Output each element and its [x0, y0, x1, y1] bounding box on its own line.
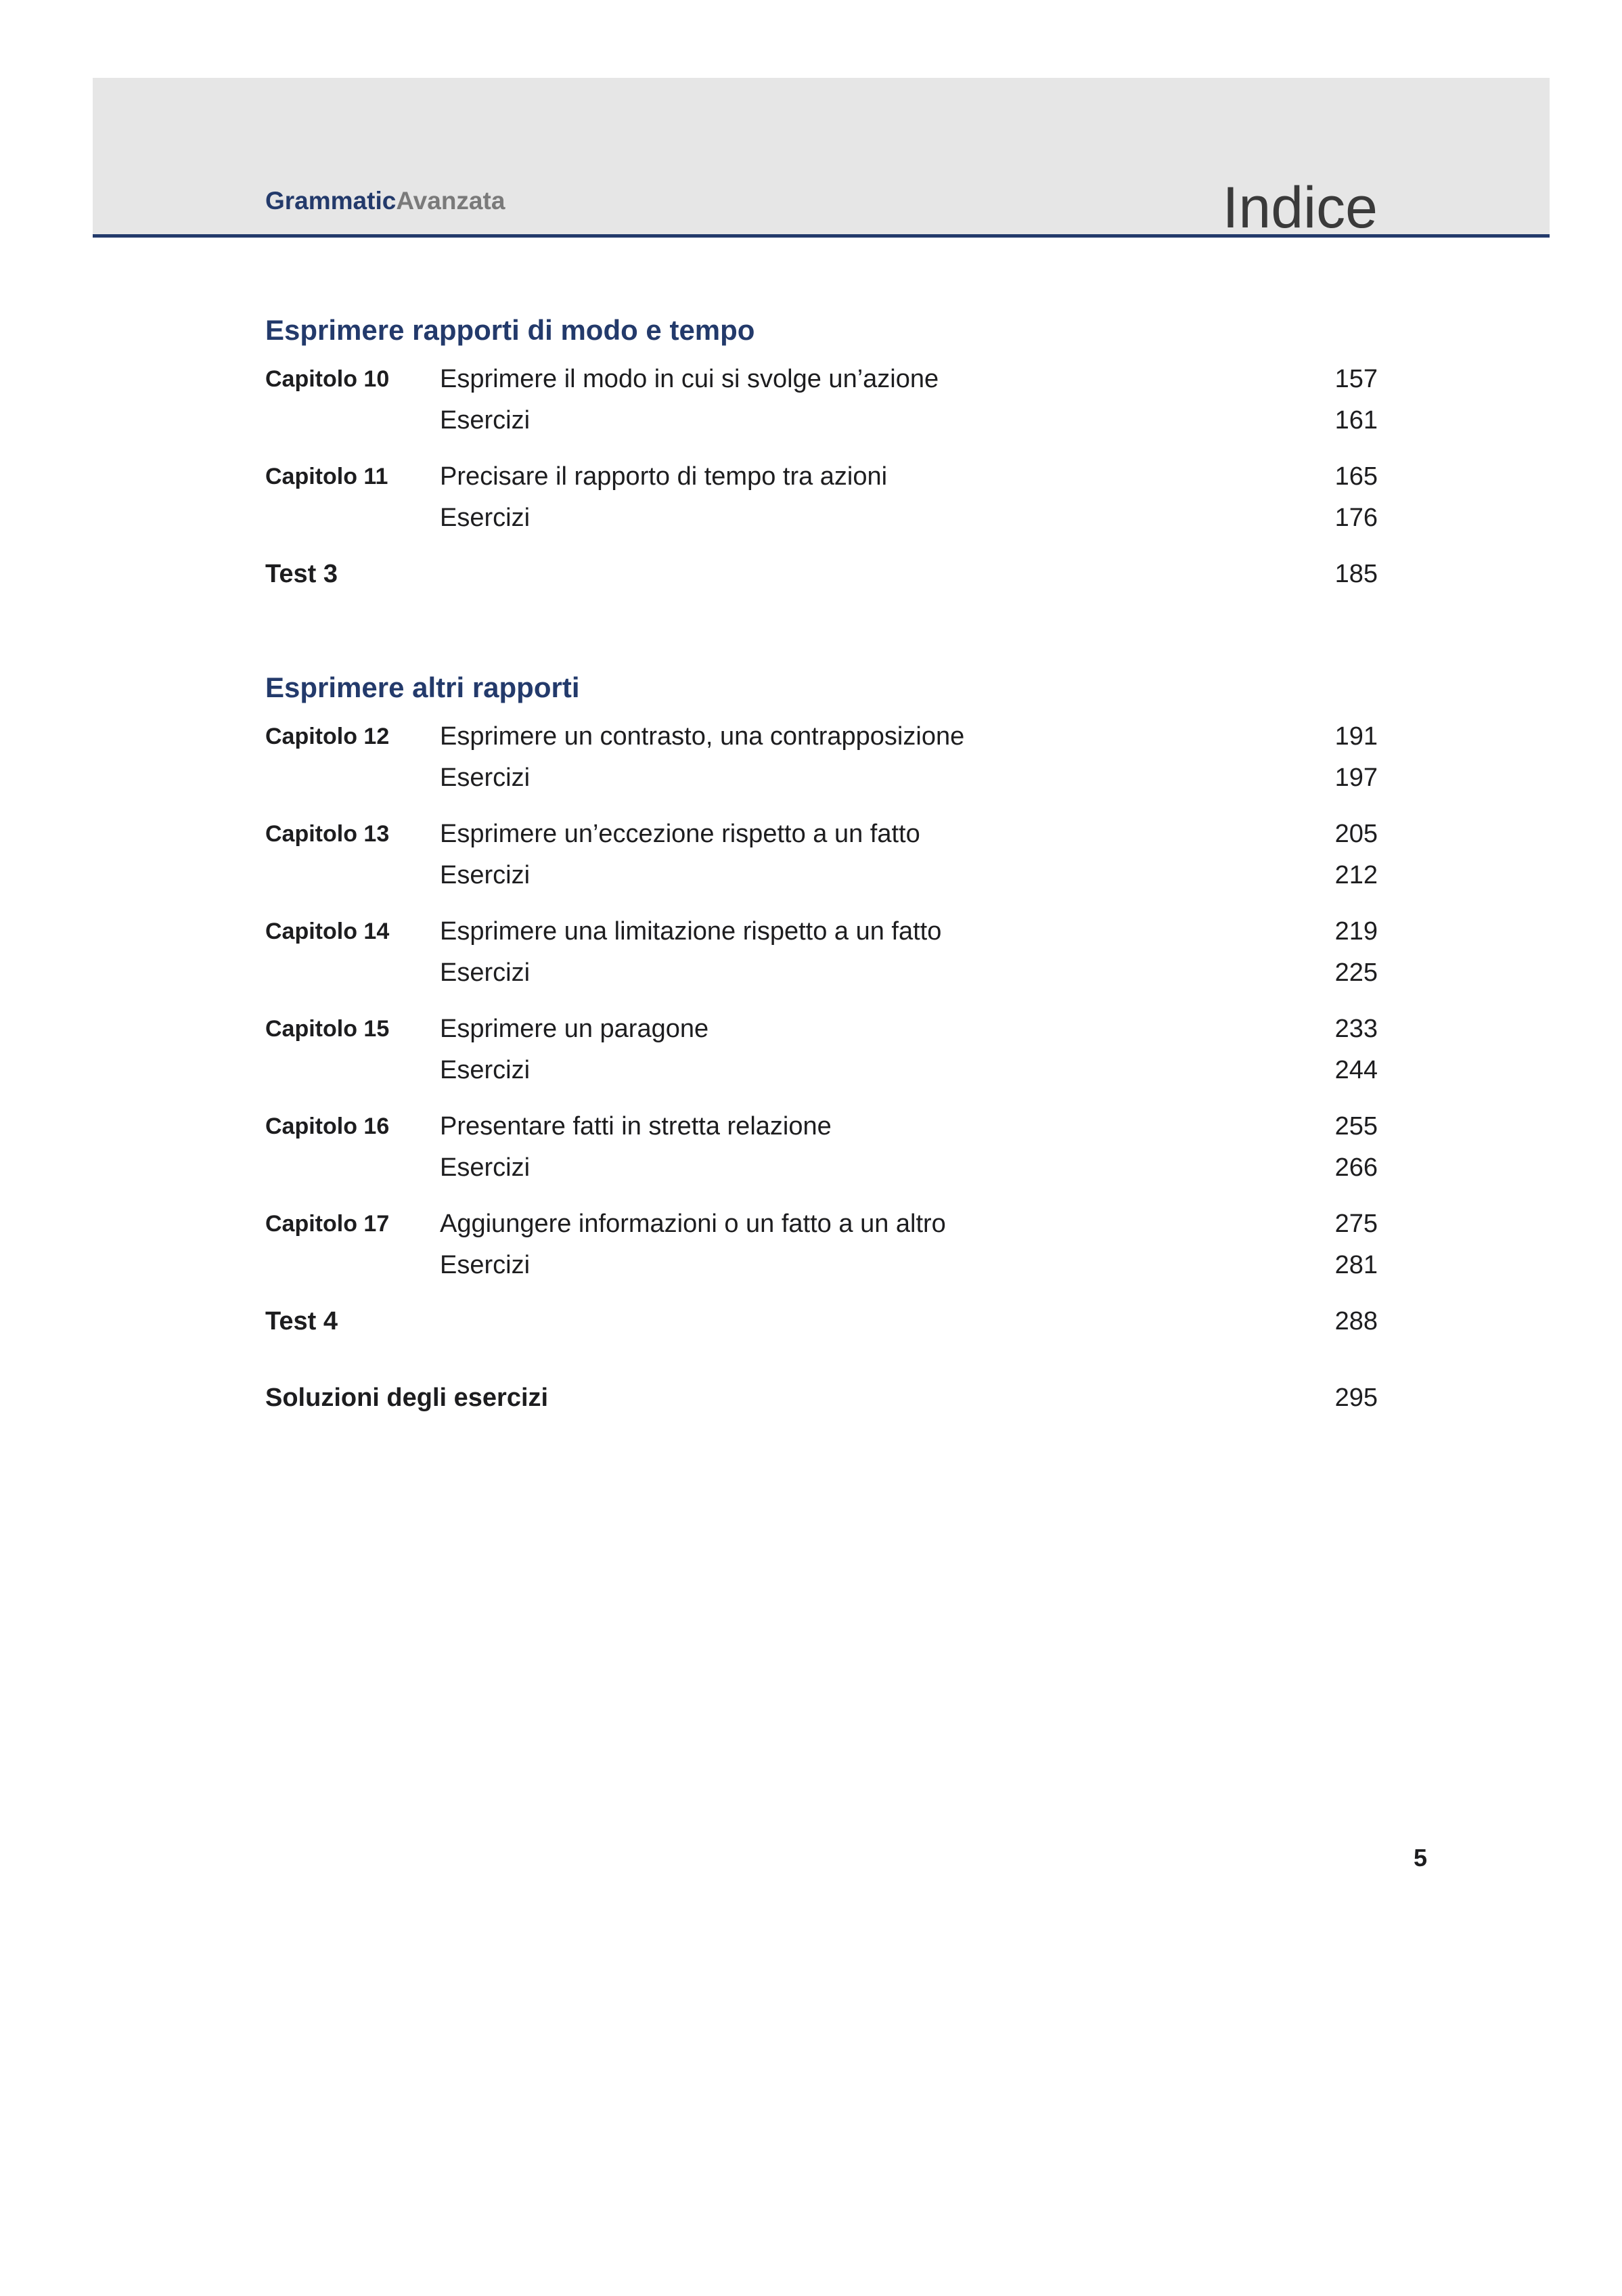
chapter-label: Capitolo 16	[265, 1113, 390, 1139]
solutions-label: Soluzioni degli esercizi	[265, 1384, 549, 1412]
chapter-label: Capitolo 17	[265, 1211, 390, 1237]
page-number: 165	[1334, 462, 1378, 491]
exercises-label: Esercizi	[440, 861, 531, 889]
chapter-title: Esprimere un contrasto, una contrapposizione	[440, 722, 965, 751]
page-number: 225	[1334, 958, 1378, 987]
toc-entry[interactable]	[0, 407, 1622, 445]
brand-part-2: Avanzata	[396, 187, 505, 215]
toc-entry[interactable]	[0, 1057, 1622, 1095]
page-folio: 5	[1413, 1844, 1427, 1872]
brand-logo	[265, 187, 505, 215]
page-number: 161	[1334, 406, 1378, 435]
exercises-label: Esercizi	[440, 958, 531, 987]
toc-entry[interactable]	[0, 960, 1622, 998]
toc-entry[interactable]	[0, 862, 1622, 900]
section-title: Esprimere rapporti di modo e tempo	[265, 314, 755, 346]
toc-entry[interactable]	[0, 765, 1622, 803]
chapter-label: Capitolo 14	[265, 919, 390, 944]
toc-entry[interactable]	[0, 464, 1622, 502]
toc-entry[interactable]	[0, 1155, 1622, 1193]
toc-entry[interactable]	[0, 821, 1622, 859]
exercises-label: Esercizi	[440, 504, 531, 532]
page-number: 176	[1334, 504, 1378, 532]
page-number: 157	[1334, 365, 1378, 393]
page-number: 233	[1334, 1015, 1378, 1043]
page-number: 288	[1334, 1307, 1378, 1335]
exercises-label: Esercizi	[440, 406, 531, 435]
toc-entry-test[interactable]	[0, 561, 1622, 599]
page-number: 197	[1334, 764, 1378, 792]
chapter-title: Esprimere una limitazione rispetto a un fatto	[440, 917, 942, 946]
brand-part-1: Grammatic	[265, 187, 397, 215]
page-number: 191	[1334, 722, 1378, 751]
toc-entry[interactable]	[0, 505, 1622, 543]
page-number: 185	[1334, 560, 1378, 588]
page-number: 205	[1334, 820, 1378, 848]
chapter-title: Presentare fatti in stretta relazione	[440, 1112, 832, 1141]
chapter-title: Esprimere un paragone	[440, 1015, 709, 1043]
chapter-label: Capitolo 11	[265, 464, 388, 489]
chapter-label: Capitolo 13	[265, 821, 390, 847]
exercises-label: Esercizi	[440, 1056, 531, 1084]
exercises-label: Esercizi	[440, 1153, 531, 1182]
toc-entry[interactable]	[0, 1211, 1622, 1249]
page-number: 244	[1334, 1056, 1378, 1084]
chapter-title: Precisare il rapporto di tempo tra azioni	[440, 462, 888, 491]
exercises-label: Esercizi	[440, 764, 531, 792]
toc-entry-solutions[interactable]	[0, 1385, 1622, 1423]
chapter-title: Esprimere il modo in cui si svolge un’azione	[440, 365, 939, 393]
page-number: 255	[1334, 1112, 1378, 1141]
toc-entry[interactable]	[0, 919, 1622, 956]
page-number: 275	[1334, 1210, 1378, 1238]
test-label: Test 3	[265, 560, 338, 588]
page-number: 295	[1334, 1384, 1378, 1412]
toc-entry[interactable]	[0, 366, 1622, 404]
chapter-label: Capitolo 15	[265, 1016, 390, 1042]
page-number: 212	[1334, 861, 1378, 889]
section-title: Esprimere altri rapporti	[265, 671, 580, 703]
chapter-title: Esprimere un’eccezione rispetto a un fatto	[440, 820, 920, 848]
toc-entry-test[interactable]	[0, 1308, 1622, 1346]
toc-entry[interactable]	[0, 1113, 1622, 1151]
chapter-title: Aggiungere informazioni o un fatto a un altro	[440, 1210, 946, 1238]
toc-entry[interactable]	[0, 1016, 1622, 1054]
page-number: 281	[1334, 1251, 1378, 1279]
chapter-label: Capitolo 10	[265, 366, 390, 392]
test-label: Test 4	[265, 1307, 338, 1335]
exercises-label: Esercizi	[440, 1251, 531, 1279]
chapter-label: Capitolo 12	[265, 724, 390, 749]
page-title: Indice	[1222, 175, 1378, 240]
page-number: 266	[1334, 1153, 1378, 1182]
toc-entry[interactable]	[0, 1252, 1622, 1290]
page-number: 219	[1334, 917, 1378, 946]
toc-entry[interactable]	[0, 724, 1622, 761]
